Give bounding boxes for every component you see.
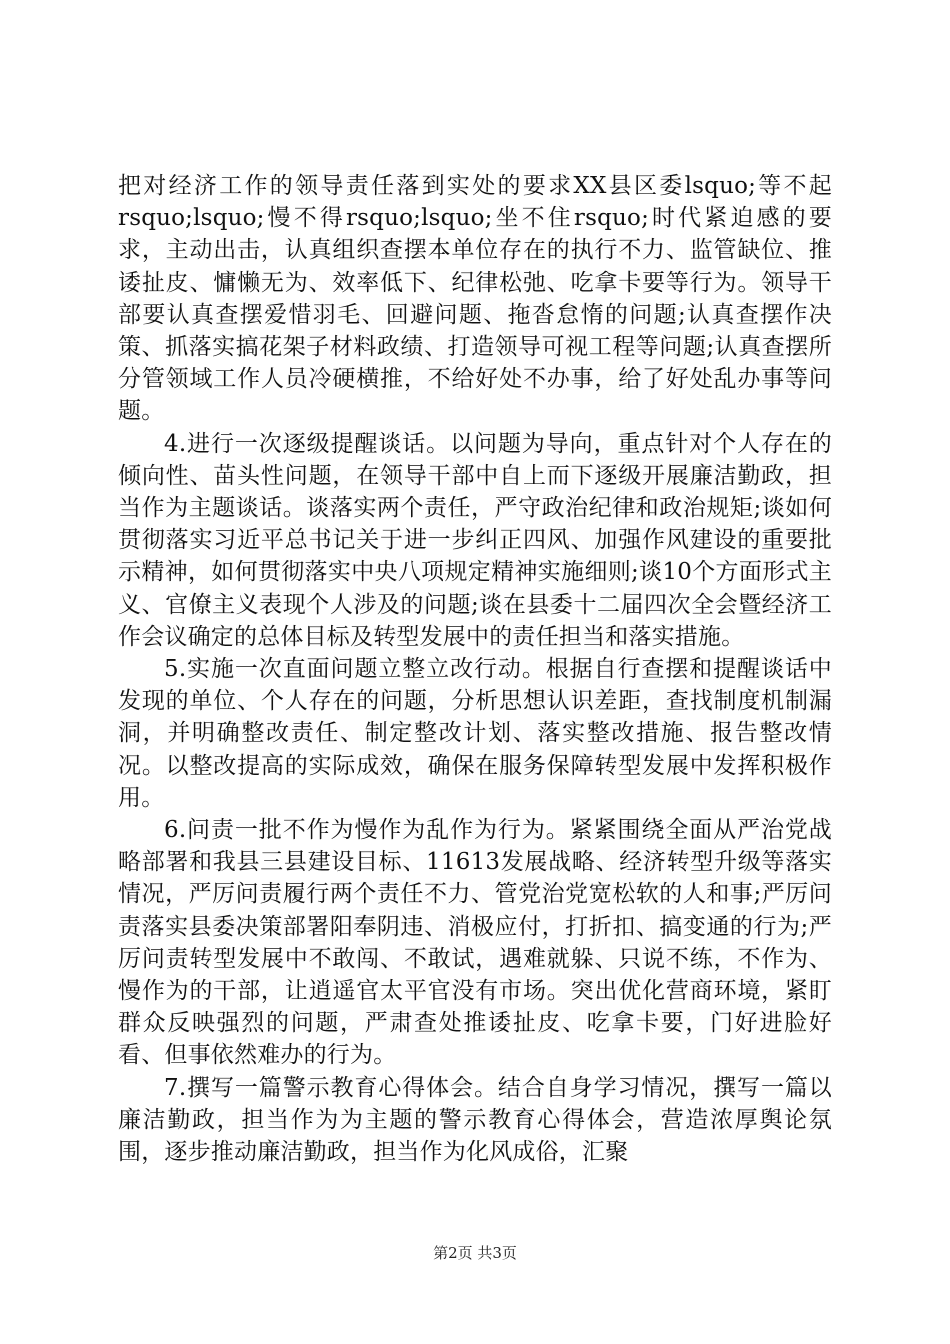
page-footer (0, 1242, 950, 1263)
paragraph-1: 把对经济工作的领导责任落到实处的要求XX县区委lsquo;等不起rsquo;lsquo;慢不得rsquo;lsquo;坐不住rsquo;时代紧迫感的要求，主动出击，认真组织查摆本单位存在的执行不力、监管缺位、推诿扯皮、慵懒无为、效率低下、纪律松弛、吃拿卡要等行为。领导干部要认真查摆爱惜羽毛、回避问题、拖沓怠惰的问题;认真查摆作决策、抓落实搞花架子材料政绩、打造领导可视工程等问题;认真查摆所分管领域工作人员冷硬横推，不给好处不办事，给了好处乱办事等问题。 (118, 173, 832, 425)
paragraph-4: 6.问责一批不作为慢作为乱作为行为。紧紧围绕全面从严治党战略部署和我县三县建设目标、11613发展战略、经济转型升级等落实情况，严厉问责履行两个责任不力、管党治党宽松软的人和事;严厉问责落实县委决策部署阳奉阴违、消极应付，打折扣、搞变通的行为;严厉问责转型发展中不敢闯、不敢试，遇难就躲、只说不练，不作为、慢作为的干部，让逍遥官太平官没有市场。突出优化营商环境，紧盯群众反映强烈的问题，严肃查处推诿扯皮、吃拿卡要，门好进脸好看、但事依然难办的行为。 (118, 817, 832, 1069)
document-body (118, 170, 832, 1168)
paragraph-3: 5.实施一次直面问题立整立改行动。根据自行查摆和提醒谈话中发现的单位、个人存在的问题，分析思想认识差距，查找制度机制漏洞，并明确整改责任、制定整改计划、落实整改措施、报告整改情况。以整改提高的实际成效，确保在服务保障转型发展中发挥积极作用。 (118, 656, 832, 811)
paragraph-2: 4.进行一次逐级提醒谈话。以问题为导向，重点针对个人存在的倾向性、苗头性问题，在领导干部中自上而下逐级开展廉洁勤政，担当作为主题谈话。谈落实两个责任，严守政治纪律和政治规矩;谈如何贯彻落实习近平总书记关于进一步纠正四风、加强作风建设的重要批示精神，如何贯彻落实中央八项规定精神实施细则;谈10个方面形式主义、官僚主义表现个人涉及的问题;谈在县委十二届四次全会暨经济工作会议确定的总体目标及转型发展中的责任担当和落实措施。 (118, 430, 832, 650)
page-number-label: 第2页 共3页 (433, 1244, 517, 1262)
paragraph-5: 7.撰写一篇警示教育心得体会。结合自身学习情况，撰写一篇以廉洁勤政，担当作为为主题的警示教育心得体会，营造浓厚舆论氛围，逐步推动廉洁勤政，担当作为化风成俗，汇聚 (118, 1074, 832, 1166)
